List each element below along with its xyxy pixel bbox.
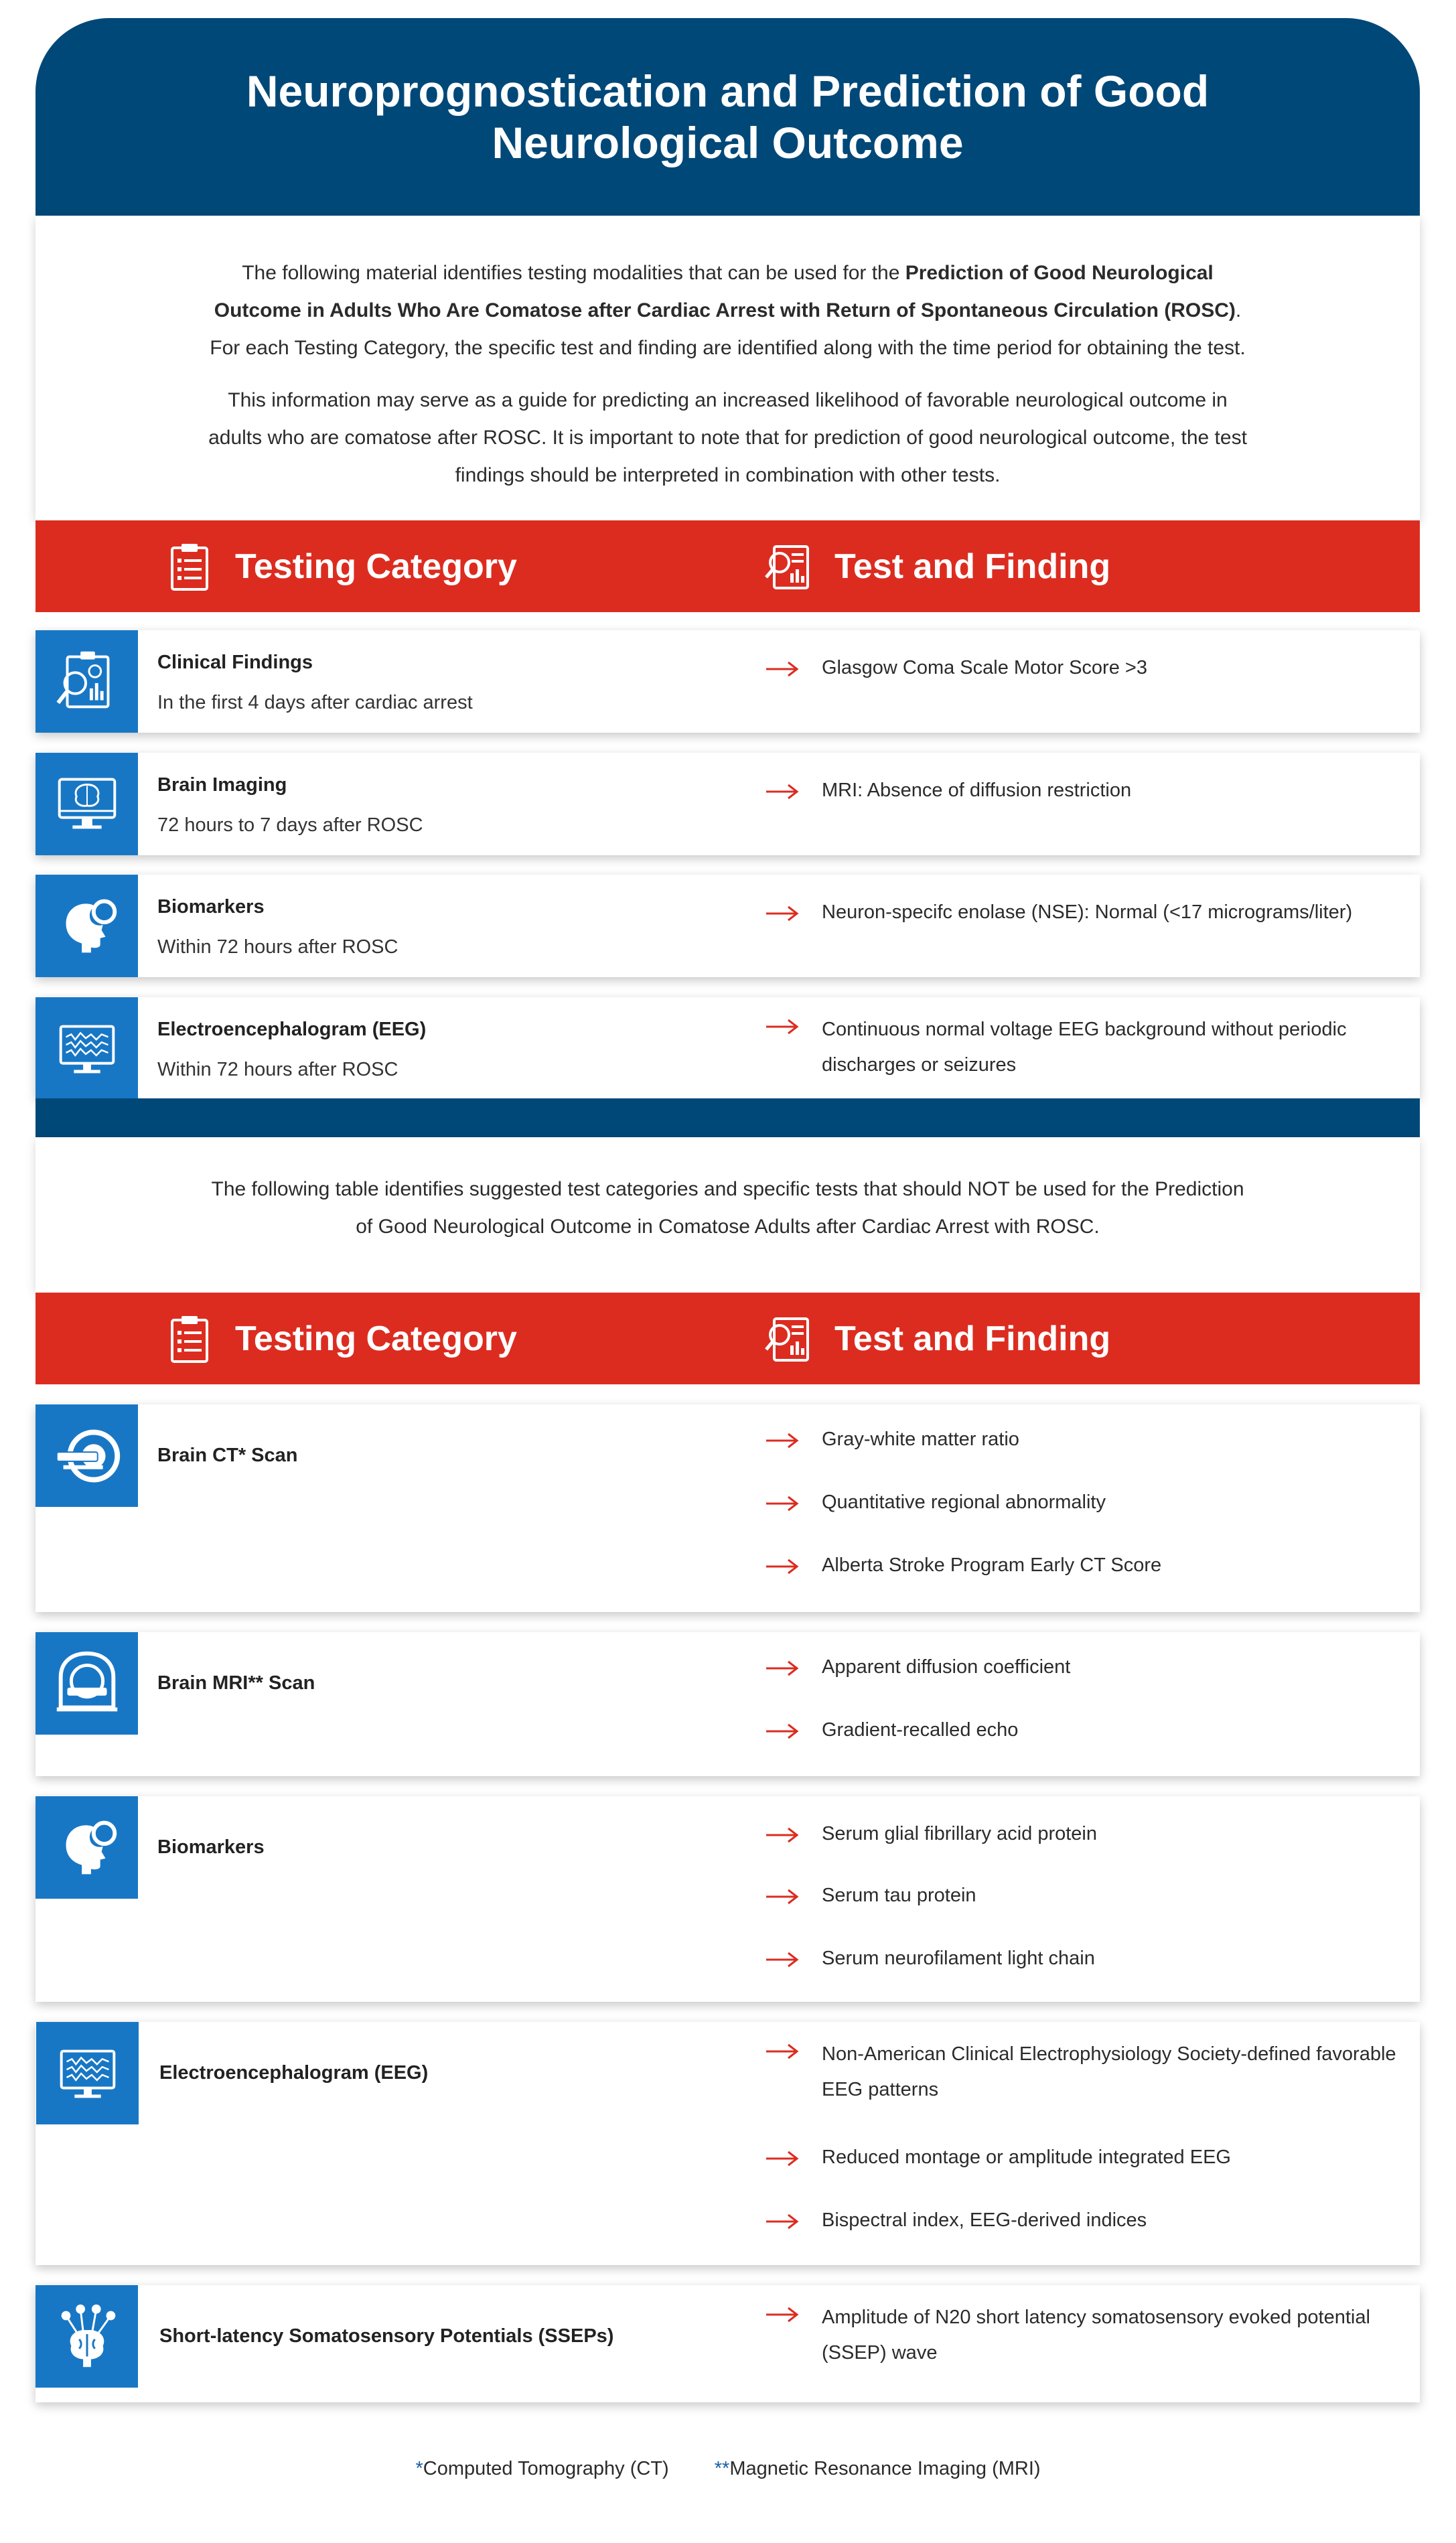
table-row: [35, 753, 1420, 855]
category-label: Clinical Findings: [157, 652, 313, 673]
arrow-right-icon: [766, 661, 799, 677]
report-magnifier-icon: [762, 540, 816, 593]
footnotes: [0, 2458, 1456, 2480]
arrow-right-icon: [766, 1889, 799, 1905]
clipboard-list-icon: [163, 1312, 216, 1366]
table-row: [35, 1796, 1420, 2002]
arrow-right-icon: [766, 2043, 799, 2059]
arrow-right-icon: [766, 1496, 799, 1512]
finding-item: Serum tau protein: [766, 1882, 1425, 1909]
brain-network-icon: [48, 2297, 127, 2376]
category-timing: Within 72 hours after ROSC: [157, 1059, 398, 1080]
page-title: Neuroprognostication and Prediction of Good Neurological Outcome: [246, 66, 1210, 167]
category-timing: In the first 4 days after cardiac arrest: [157, 692, 473, 713]
arrow-right-icon: [766, 2151, 799, 2167]
arrow-right-icon: [766, 1433, 799, 1449]
finding-item: Bispectral index, EEG-derived indices: [766, 2207, 1425, 2234]
category-label: Brain CT* Scan: [157, 1445, 298, 1466]
table-row: [35, 997, 1420, 1098]
intro-paragraph-1: The following material identifies testing modalities that can be used for the Prediction of Good Neurological Outcome in Adults Who Are Comatose after Cardiac Arrest with Return of Spontaneous Circulation (ROSC). For each Testing Category, the specific test and finding are identified along with the time period for obtaining the test.: [210, 262, 1246, 359]
table-header-2: [35, 1293, 1420, 1384]
category-timing: Within 72 hours after ROSC: [157, 936, 398, 958]
finding-item: Gray-white matter ratio: [766, 1426, 1425, 1453]
finding-item: Amplitude of N20 short latency somatosensory evoked potential (SSEP) wave: [766, 2300, 1425, 2371]
testing-category-heading: Testing Category: [235, 1319, 517, 1358]
ct-scanner-icon: [48, 1416, 127, 1496]
arrow-right-icon: [766, 1558, 799, 1575]
arrow-right-icon: [766, 1660, 799, 1676]
category-label: Short-latency Somatosensory Potentials (SSEPs): [159, 2325, 614, 2347]
finding-item: Apparent diffusion coefficient: [766, 1654, 1425, 1680]
category-label: Electroencephalogram (EEG): [157, 1019, 427, 1040]
mri-scanner-icon: [48, 1644, 127, 1723]
finding-item: Gradient-recalled echo: [766, 1717, 1425, 1743]
table-row: [35, 875, 1420, 977]
intro-paragraph-2: This information may serve as a guide for predicting an increased likelihood of favorable neurological outcome in adults who are comatose after ROSC. It is important to note that for prediction of good neurological outcome, the test findings should be interpreted in combination with other tests.: [208, 389, 1247, 486]
table-row: [35, 630, 1420, 733]
arrow-right-icon: [766, 2213, 799, 2230]
finding-item: Continuous normal voltage EEG background without periodic discharges or seizures: [766, 1012, 1425, 1083]
head-profile-icon: [48, 887, 127, 966]
finding-item: Serum neurofilament light chain: [766, 1945, 1425, 1972]
arrow-right-icon: [766, 2307, 799, 2323]
intro-panel: [35, 216, 1420, 520]
section-divider: [35, 1098, 1420, 1137]
table-row: [35, 1404, 1420, 1612]
arrow-right-icon: [766, 1827, 799, 1843]
finding-item: Reduced montage or amplitude integrated EEG: [766, 2144, 1425, 2171]
eeg-monitor-icon: [48, 1009, 127, 1088]
category-timing: 72 hours to 7 days after ROSC: [157, 814, 423, 836]
finding-item: Non-American Clinical Electrophysiology Society-defined favorable EEG patterns: [766, 2037, 1425, 2108]
arrow-right-icon: [766, 784, 799, 800]
finding-item: Quantitative regional abnormality: [766, 1489, 1425, 1516]
arrow-right-icon: [766, 1019, 799, 1035]
category-label: Brain Imaging: [157, 774, 287, 796]
table-header-1: [35, 520, 1420, 612]
footnote-ct: *Computed Tomography (CT): [415, 2458, 669, 2479]
head-profile-icon: [48, 1808, 127, 1887]
testing-category-heading: Testing Category: [235, 547, 517, 586]
arrow-right-icon: [766, 1952, 799, 1968]
finding-item: MRI: Absence of diffusion restriction: [766, 777, 1425, 804]
finding-item: Glasgow Coma Scale Motor Score >3: [766, 654, 1425, 681]
arrow-right-icon: [766, 905, 799, 922]
arrow-right-icon: [766, 1723, 799, 1739]
table-row: [35, 2022, 1420, 2265]
clinical-report-icon: [48, 642, 127, 721]
finding-item: Alberta Stroke Program Early CT Score: [766, 1552, 1425, 1579]
category-label: Electroencephalogram (EEG): [159, 2062, 429, 2084]
page-header: [35, 18, 1420, 216]
clipboard-list-icon: [163, 540, 216, 593]
test-finding-heading: Test and Finding: [834, 1319, 1111, 1358]
mid-paragraph: The following table identifies suggested test categories and specific tests that should NOT be used for the Prediction of Good Neurological Outcome in Comatose Adults after Cardiac Arrest with ROSC.: [211, 1178, 1244, 1238]
eeg-monitor-icon: [48, 2034, 127, 2113]
mid-panel: [35, 1137, 1420, 1293]
table-row: [35, 1632, 1420, 1776]
brain-monitor-icon: [48, 765, 127, 844]
category-label: Biomarkers: [157, 896, 265, 918]
finding-item: Serum glial fibrillary acid protein: [766, 1820, 1425, 1847]
report-magnifier-icon: [762, 1312, 816, 1366]
finding-item: Neuron-specifc enolase (NSE): Normal (<17 micrograms/liter): [766, 899, 1425, 926]
test-finding-heading: Test and Finding: [834, 547, 1111, 586]
footnote-mri: **Magnetic Resonance Imaging (MRI): [714, 2458, 1041, 2479]
category-label: Brain MRI** Scan: [157, 1672, 315, 1694]
table-row: [35, 2285, 1420, 2402]
category-label: Biomarkers: [157, 1836, 265, 1858]
